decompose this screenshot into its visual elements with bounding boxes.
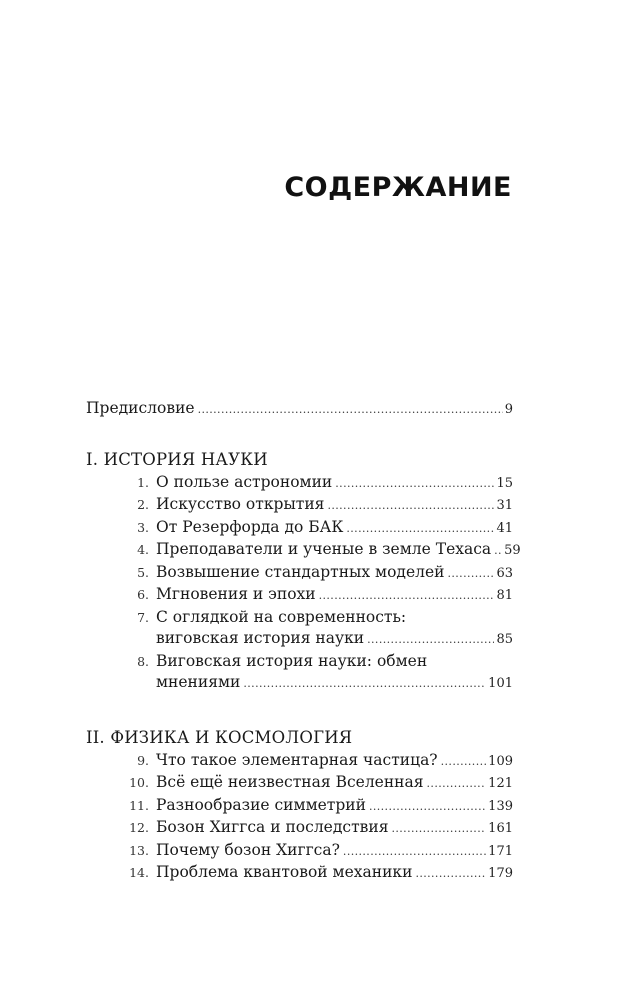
toc-entry (137, 539, 521, 562)
page-number: 109 (488, 753, 513, 769)
toc-entry-continuation (156, 672, 513, 695)
dot-leader (319, 584, 495, 607)
entry-title: О пользе астрономии (156, 472, 333, 491)
toc-entry-continuation (156, 628, 513, 651)
toc-entry (137, 750, 513, 773)
toc-entry (137, 584, 513, 607)
page-number: 15 (496, 475, 513, 491)
entry-title-line: С оглядкой на современность: (156, 607, 407, 626)
toc-entry (137, 494, 513, 517)
entry-title: Бозон Хиггса и последствия (156, 818, 389, 836)
dot-leader (415, 862, 486, 885)
toc-entry (137, 562, 513, 585)
page-number: 85 (496, 632, 513, 647)
toc-entry (137, 651, 513, 673)
part-heading: I. ИСТОРИЯ НАУКИ (86, 449, 268, 469)
dot-leader (346, 517, 494, 540)
toc-entry (137, 607, 513, 629)
toc-entry (137, 472, 513, 495)
entry-title-line: Виговская история науки: обмен (156, 651, 428, 670)
dot-leader (391, 817, 486, 840)
page-number: 31 (496, 498, 513, 513)
dot-leader (494, 539, 502, 562)
chapter-number: 7. (137, 609, 149, 625)
toc-entry (129, 795, 513, 818)
toc-entry (129, 840, 513, 863)
entry-title: Проблема квантовой механики (156, 863, 413, 881)
chapter-number: 9. (137, 752, 149, 768)
dot-leader (367, 628, 494, 651)
page-number: 63 (496, 565, 513, 581)
toc-entry (129, 862, 513, 885)
entry-title: Что такое элементарная частица? (156, 750, 438, 769)
page-title: СОДЕРЖАНИЕ (284, 172, 512, 203)
dot-leader (198, 398, 503, 421)
chapter-number: 2. (137, 497, 149, 512)
chapter-number: 1. (137, 474, 149, 490)
toc-entry-preface (86, 398, 513, 421)
page-number: 161 (488, 821, 513, 836)
chapter-number: 10. (129, 775, 149, 790)
chapter-number: 4. (137, 542, 149, 557)
entry-title-line: мнениями (156, 673, 241, 691)
entry-title: Искусство открытия (156, 495, 325, 513)
entry-title: Возвышение стандартных моделей (156, 562, 445, 581)
toc-entry (129, 817, 513, 840)
page-number: 179 (488, 866, 513, 881)
page-number: 171 (488, 843, 513, 859)
entry-title-line: виговская история науки (156, 629, 365, 647)
dot-leader (427, 772, 487, 795)
dot-leader (447, 562, 494, 585)
dot-leader (441, 750, 487, 773)
chapter-number: 8. (137, 653, 149, 669)
entry-title: Всё ещё неизвестная Вселенная (156, 773, 424, 791)
chapter-number: 6. (137, 587, 149, 602)
chapter-number: 14. (129, 865, 149, 880)
page-number: 41 (496, 520, 513, 536)
toc-entry (129, 772, 513, 795)
chapter-number: 5. (137, 564, 149, 580)
table-of-contents (86, 398, 521, 885)
entry-title: Разнообразие симметрий (156, 795, 366, 814)
toc-entry (137, 517, 513, 540)
entry-title: Предисловие (86, 399, 195, 417)
page-number: 101 (488, 676, 513, 691)
dot-leader (243, 672, 486, 695)
entry-title: От Резерфорда до БАК (156, 517, 344, 536)
entry-title: Мгновения и эпохи (156, 585, 316, 603)
entry-title: Преподаватели и ученые в земле Техаса (156, 540, 492, 558)
entry-title: Почему бозон Хиггса? (156, 840, 340, 859)
page-number: 139 (488, 798, 513, 814)
page-number: 59 (504, 543, 521, 558)
page-number: 121 (488, 776, 513, 791)
chapter-number: 12. (129, 820, 149, 835)
dot-leader (369, 795, 486, 818)
page-number: 81 (496, 588, 513, 603)
dot-leader (343, 840, 486, 863)
chapter-number: 13. (129, 842, 149, 858)
page-number: 9 (504, 402, 513, 417)
part-heading: II. ФИЗИКА И КОСМОЛОГИЯ (86, 727, 353, 747)
dot-leader (327, 494, 494, 517)
chapter-number: 3. (137, 519, 149, 535)
dot-leader (335, 472, 494, 495)
chapter-number: 11. (129, 797, 149, 813)
